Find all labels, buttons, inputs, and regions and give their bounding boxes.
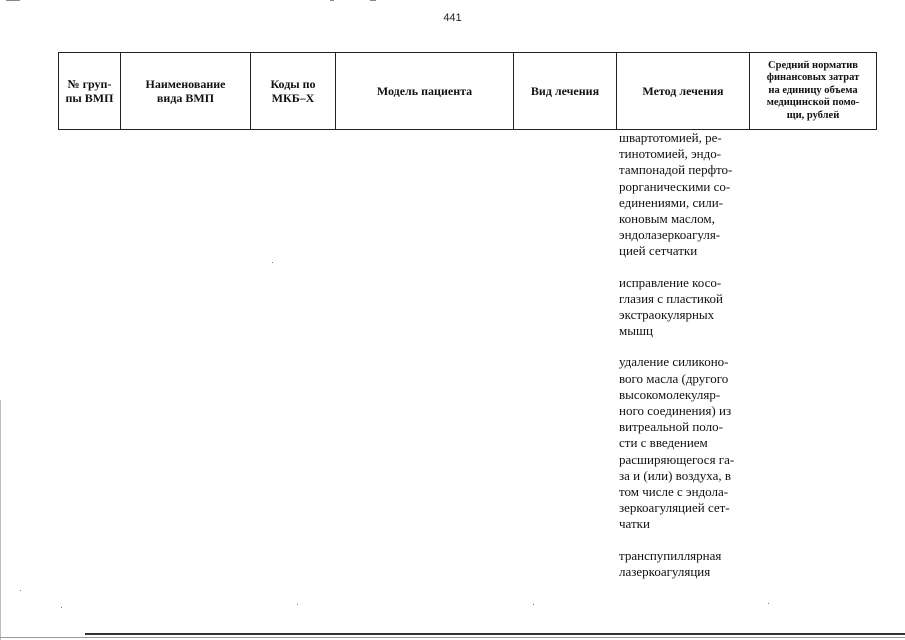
text-line: эндолазеркоагуля-: [619, 227, 721, 243]
text-line: транспупиллярная: [619, 547, 722, 563]
text-line: лазеркоагуляция: [619, 563, 711, 579]
header-line: Модель пациента: [376, 84, 473, 98]
header-line: на единицу объема: [768, 84, 858, 96]
text-line: мышц: [619, 323, 653, 339]
header-line: медицинской помо-: [766, 97, 860, 109]
scan-speck: [297, 604, 298, 605]
header-row: [59, 53, 877, 130]
scan-speck: [768, 603, 769, 604]
text-line: экстраокулярных: [619, 307, 715, 323]
text-line: высокомолекуляр-: [619, 386, 721, 402]
header-line: МКБ–Х: [271, 91, 315, 105]
text-line: цией сетчатки: [619, 243, 698, 259]
text-line: зеркоагуляцией сет-: [619, 500, 730, 516]
text-line: тинотомией, эндо-: [619, 146, 722, 162]
header-line: № груп-: [67, 77, 112, 91]
header-line: Коды по: [270, 77, 316, 91]
bottom-scan-edge: [0, 637, 905, 638]
treatment-method-column: [619, 130, 749, 595]
text-line: швартотомией, ре-: [619, 130, 722, 145]
bottom-rule: [85, 633, 905, 635]
header-line: Наименование: [145, 77, 226, 91]
scan-speck: [272, 262, 273, 263]
treatment-method-item: [619, 130, 749, 260]
scan-edge-line: [0, 400, 1, 640]
top-scan-marks: [0, 0, 905, 6]
header-treatment-type: [514, 53, 617, 130]
text-line: сти с введением: [619, 435, 708, 451]
header-line: Метод лечения: [642, 84, 724, 98]
text-line: вого масла (другого: [619, 370, 729, 386]
header-treatment-method: [617, 53, 750, 130]
text-line: расширяющегося га-: [619, 451, 735, 467]
text-line: исправление косо-: [619, 274, 722, 290]
treatment-method-item: [619, 354, 749, 532]
header-patient-model: [336, 53, 514, 130]
treatment-method-item: [619, 275, 749, 340]
text-line: тампонадой перфто-: [619, 162, 733, 178]
text-line: глазия с пластикой: [619, 290, 724, 306]
text-line: ного соединения) из: [619, 403, 732, 419]
header-line: финансовых затрат: [766, 72, 860, 84]
scan-speck: [20, 590, 21, 591]
text-line: рорганическими со-: [619, 178, 731, 194]
scan-speck: [533, 604, 534, 605]
page-number: 441: [443, 12, 462, 24]
text-line: чатки: [619, 516, 650, 532]
header-group-number: [59, 53, 121, 130]
header-line: пы ВМП: [65, 91, 114, 105]
text-line: удаление силиконо-: [619, 354, 729, 370]
table-header: [58, 52, 877, 130]
text-line: том числе с эндола-: [619, 484, 729, 500]
text-line: за и (или) воздуха, в: [619, 467, 731, 483]
treatment-method-item: [619, 548, 749, 580]
header-line: Вид лечения: [530, 84, 600, 98]
text-line: коновым маслом,: [619, 211, 715, 227]
text-line: витреальной поло-: [619, 419, 723, 435]
scan-speck: [61, 607, 62, 608]
header-icd-codes: [251, 53, 336, 130]
header-average-cost: [750, 53, 877, 130]
text-line: единениями, сили-: [619, 194, 723, 210]
header-line: щи, рублей: [786, 109, 840, 121]
header-vmp-name: [121, 53, 251, 130]
header-line: Средний норматив: [768, 59, 858, 71]
header-line: вида ВМП: [156, 91, 215, 105]
